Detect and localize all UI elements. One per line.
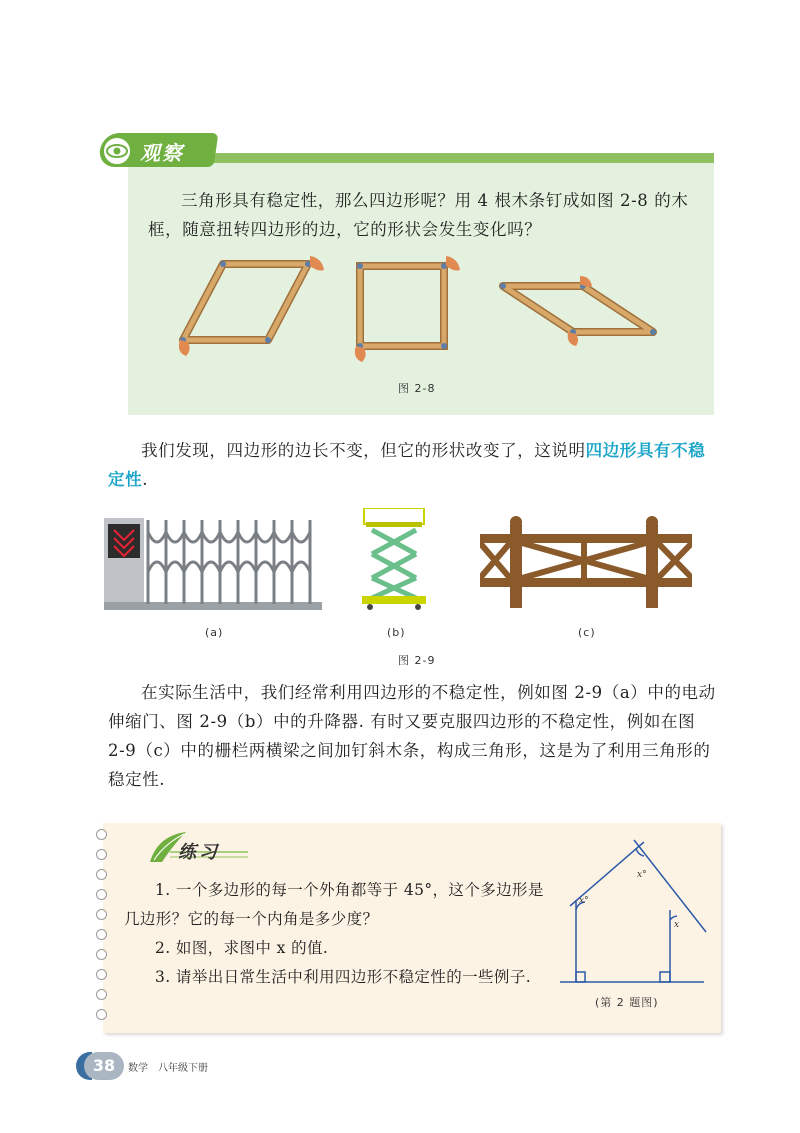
binder-ring <box>96 909 107 920</box>
hand-icon <box>355 346 366 362</box>
observe-header-rule <box>210 153 714 163</box>
figure-2-9c-label: (c) <box>578 626 596 639</box>
question-2-diagram <box>560 836 710 1014</box>
practice-question-1: 1. 一个多边形的每一个外角都等于 45°，这个多边形是几边形？它的每一个内角是多少度？ <box>124 881 544 928</box>
figure-2-9b-scissor-lift <box>360 508 430 612</box>
eye-icon <box>102 136 132 166</box>
footer-grade: 八年级下册 <box>158 1063 208 1074</box>
paragraph-1 <box>108 436 718 494</box>
binder-ring <box>96 849 107 860</box>
binder-ring <box>96 829 107 840</box>
page-number: 38 <box>92 1056 116 1075</box>
figure-2-9-caption: 图 2-9 <box>398 654 436 667</box>
practice-title: 练习 <box>178 842 220 863</box>
footer-subject: 数学 <box>128 1063 148 1074</box>
paragraph-2: 在实际生活中，我们经常利用四边形的不稳定性，例如图 2-9（a）中的电动伸缩门、图 2-9（b）中的升降器. 有时又要克服四边形的不稳定性，例如在图 2-9（c）中的栅栏两横梁之间加钉斜木条，构成三角形，这是为了利用三角形的稳定性. <box>108 683 716 789</box>
figure-2-9a-retractable-gate <box>104 512 322 612</box>
observe-text: 三角形具有稳定性，那么四边形呢？用 4 根木条钉成如图 2-8 的木框，随意扭转四边形的边，它的形状会发生变化吗？ <box>148 191 689 239</box>
binder-ring <box>96 869 107 880</box>
frame-parallelogram-tall <box>179 256 324 356</box>
binder-ring <box>96 929 107 940</box>
binder-ring <box>96 1009 107 1020</box>
binder-ring <box>96 989 107 1000</box>
observe-header <box>100 133 218 169</box>
figure-2-9c-fence <box>480 516 692 608</box>
frame-square <box>355 256 460 362</box>
binder-ring <box>96 889 107 900</box>
binder-ring <box>96 949 107 960</box>
hand-icon <box>310 256 324 271</box>
question-2-diagram-caption: (第 2 题图) <box>595 996 659 1009</box>
practice-list <box>124 876 544 992</box>
hand-icon <box>179 340 190 356</box>
practice-question-3: 3. 请举出日常生活中利用四边形不稳定性的一些例子. <box>155 968 532 986</box>
paragraph-1-text: 我们发现，四边形的边长不变，但它的形状改变了，这说明 <box>141 441 586 460</box>
figure-2-9b-label: (b) <box>387 626 406 639</box>
paragraph-1-end: . <box>142 470 149 489</box>
paragraph-1-highlight: 四边形具有不稳定性 <box>108 441 706 489</box>
angle-label-left: x° <box>579 896 589 906</box>
angle-label-right: x <box>674 920 680 930</box>
figure-2-8-caption: 图 2-8 <box>398 382 436 395</box>
frame-parallelogram-flat <box>500 276 656 346</box>
angle-label-top: x° <box>637 870 647 880</box>
binder-ring <box>96 969 107 980</box>
figure-2-8 <box>128 248 714 388</box>
observe-title: 观察 <box>140 141 184 165</box>
hand-icon <box>446 256 460 271</box>
figure-2-9a-label: (a) <box>205 626 224 639</box>
practice-question-2: 2. 如图，求图中 x 的值. <box>155 939 329 957</box>
